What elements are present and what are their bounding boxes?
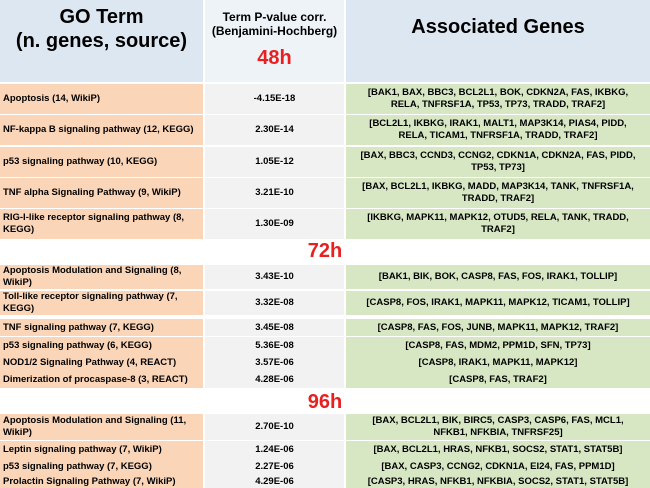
go-term-cell: Dimerization of procaspase-8 (3, REACT): [0, 371, 203, 388]
pvalue-cell: 3.43E-10: [205, 265, 344, 289]
go-term-cell: Apoptosis Modulation and Signaling (8, WikiP): [0, 265, 203, 289]
pvalue-cell: 2.70E-10: [205, 414, 344, 440]
pvalue-header-line2: (Benjamini-Hochberg): [211, 24, 338, 38]
pvalue-cell: 1.24E-06: [205, 441, 344, 458]
pvalue-cell: 1.30E-09: [205, 209, 344, 239]
pvalue-cell: -4.15E-18: [205, 84, 344, 114]
genes-cell: [BAX, BBC3, CCND3, CCNG2, CDKN1A, CDKN2A, FAS, PIDD, TP53, TP73]: [346, 147, 650, 177]
genes-cell: [BAK1, BIK, BOK, CASP8, FAS, FOS, IRAK1, TOLLIP]: [346, 265, 650, 289]
pvalue-cell: 3.45E-08: [205, 319, 344, 336]
genes-cell: [BAK1, BAX, BBC3, BCL2L1, BOK, CDKN2A, FAS, IKBKG, RELA, TNFRSF1A, TP53, TP73, TRADD, TRAF2]: [346, 84, 650, 114]
go-term-cell: p53 signaling pathway (10, KEGG): [0, 147, 203, 177]
pvalue-cell: 2.27E-06: [205, 458, 344, 475]
go-term-cell: Apoptosis Modulation and Signaling (11, WikiP): [0, 414, 203, 440]
go-term-cell: Prolactin Signaling Pathway (7, WikiP): [0, 475, 203, 488]
table-row: [0, 84, 650, 114]
genes-cell: [CASP8, FAS, TRAF2]: [346, 371, 650, 388]
table-row: [0, 115, 650, 145]
table-row: [0, 265, 650, 289]
genes-cell: [CASP8, FAS, FOS, JUNB, MAPK11, MAPK12, TRAF2]: [346, 319, 650, 336]
table-row: [0, 147, 650, 177]
genes-cell: [BCL2L1, IKBKG, IRAK1, MALT1, MAP3K14, PIAS4, PIDD, RELA, TICAM1, TNFRSF1A, TRADD, TRAF2]: [346, 115, 650, 145]
section-time-label: 48h: [257, 47, 292, 69]
go-term-cell: Leptin signaling pathway (7, WikiP): [0, 441, 203, 458]
genes-cell: [BAX, BCL2L1, IKBKG, MADD, MAP3K14, TANK, TNFRSF1A, TRADD, TRAF2]: [346, 178, 650, 208]
go-term-cell: p53 signaling pathway (6, KEGG): [0, 337, 203, 354]
table-row: [0, 371, 650, 388]
genes-cell: [CASP8, FAS, MDM2, PPM1D, SFN, TP73]: [346, 337, 650, 354]
table-row: [0, 319, 650, 336]
table-row: [0, 354, 650, 371]
genes-cell: [IKBKG, MAPK11, MAPK12, OTUD5, RELA, TANK, TRADD, TRAF2]: [346, 209, 650, 239]
table-row: [0, 209, 650, 239]
genes-cell: [CASP8, FOS, IRAK1, MAPK11, MAPK12, TICAM1, TOLLIP]: [346, 291, 650, 315]
genes-cell: [BAX, BCL2L1, HRAS, NFKB1, SOCS2, STAT1, STAT5B]: [346, 441, 650, 458]
go-term-header-line1: GO Term: [59, 6, 144, 28]
pvalue-cell: 1.05E-12: [205, 147, 344, 177]
pvalue-cell: 4.29E-06: [205, 475, 344, 488]
pvalue-cell: 3.32E-08: [205, 291, 344, 315]
genes-cell: [BAX, BCL2L1, BIK, BIRC5, CASP3, CASP6, FAS, MCL1, NFKB1, NFKBIA, TNFRSF25]: [346, 414, 650, 440]
go-term-cell: NOD1/2 Signaling Pathway (4, REACT): [0, 354, 203, 371]
table-row: [0, 414, 650, 440]
table-row: [0, 337, 650, 354]
go-term-cell: p53 signaling pathway (7, KEGG): [0, 458, 203, 475]
pvalue-cell: 4.28E-06: [205, 371, 344, 388]
pvalue-header-line1: Term P-value corr.: [222, 10, 327, 24]
table-row: [0, 475, 650, 488]
genes-header: [346, 0, 650, 82]
go-term-cell: TNF alpha Signaling Pathway (9, WikiP): [0, 178, 203, 208]
pvalue-cell: 3.21E-10: [205, 178, 344, 208]
table-row: [0, 441, 650, 458]
table-row: [0, 291, 650, 315]
genes-cell: [CASP8, IRAK1, MAPK11, MAPK12]: [346, 354, 650, 371]
go-term-cell: Toll-like receptor signaling pathway (7, KEGG): [0, 291, 203, 315]
go-term-cell: TNF signaling pathway (7, KEGG): [0, 319, 203, 336]
genes-cell: [BAX, CASP3, CCNG2, CDKN1A, EI24, FAS, PPM1D]: [346, 458, 650, 475]
section-time-label: 96h: [307, 391, 343, 413]
pvalue-cell: 3.57E-06: [205, 354, 344, 371]
table-row: [0, 178, 650, 208]
pvalue-cell: 2.30E-14: [205, 115, 344, 145]
pvalue-cell: 5.36E-08: [205, 337, 344, 354]
genes-cell: [CASP3, HRAS, NFKB1, NFKBIA, SOCS2, STAT1, STAT5B]: [346, 475, 650, 488]
go-term-header: [0, 0, 203, 82]
table-row: [0, 458, 650, 475]
go-term-header-line2: (n. genes, source): [15, 30, 188, 52]
go-term-cell: RIG-I-like receptor signaling pathway (8, KEGG): [0, 209, 203, 239]
genes-header-label: Associated Genes: [411, 16, 585, 38]
section-time-label: 72h: [307, 240, 343, 262]
go-term-cell: Apoptosis (14, WikiP): [0, 84, 203, 114]
go-term-cell: NF-kappa B signaling pathway (12, KEGG): [0, 115, 203, 145]
